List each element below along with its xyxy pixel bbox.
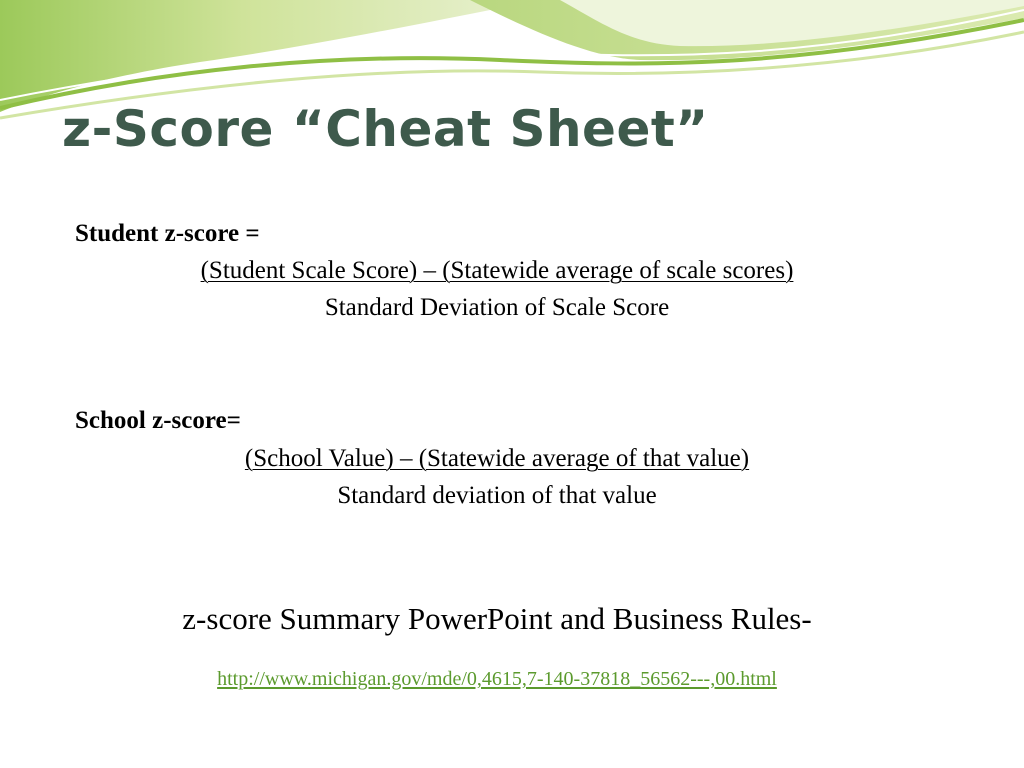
student-numerator-text: (Student Scale Score) – (Statewide average of scale scores) — [200, 257, 794, 284]
resource-link-container — [0, 668, 994, 691]
school-numerator-text: (School Value) – (Statewide average of that value) — [244, 445, 750, 472]
school-formula-denominator: Standard deviation of that value — [337, 482, 657, 509]
resource-link[interactable]: http://www.michigan.gov/mde/0,4615,7-140-37818_56562---,00.html — [217, 668, 777, 690]
school-zscore-label: School z-score= — [75, 407, 241, 434]
student-zscore-label: Student z-score = — [75, 220, 260, 247]
school-formula-numerator — [0, 445, 994, 473]
summary-text: z-score Summary PowerPoint and Business Rules- — [182, 601, 812, 636]
slide-title: z-Score “Cheat Sheet” — [62, 100, 709, 158]
student-formula-denominator: Standard Deviation of Scale Score — [324, 294, 670, 321]
student-formula-numerator — [0, 257, 994, 285]
